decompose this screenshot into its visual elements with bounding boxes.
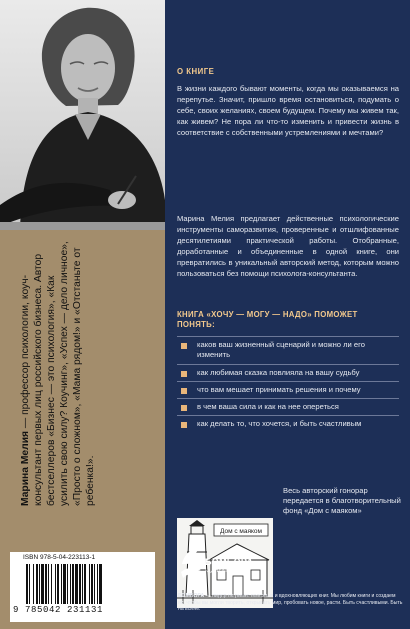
helps-list (177, 336, 399, 433)
barcode-bar (79, 564, 81, 604)
barcode-bar (39, 564, 40, 604)
helps-heading: КНИГА «ХОЧУ — МОГУ — НАДО» ПОМОЖЕТ ПОНЯТЬ: (177, 310, 358, 329)
about-heading: О КНИГЕ (177, 67, 215, 76)
barcode-bar (75, 564, 78, 604)
list-item-text: как делать то, что хочется, и быть счастливым (197, 419, 362, 429)
list-item (177, 381, 399, 398)
barcode-bar (36, 564, 38, 604)
author-bio (20, 236, 150, 506)
list-item-text: в чем ваша сила и как на нее опереться (197, 402, 339, 412)
barcode-bar (63, 564, 66, 604)
isbn-digits: 9 785042 231131 (13, 605, 104, 615)
bullet-square-icon (181, 371, 187, 377)
publisher-logo (179, 542, 259, 582)
about-paragraph-1: В жизни каждого бывают моменты, когда мы оказываемся на перепутье. Значит, пришло время остановиться, подумать о себе, своих желаниях, своем будущем. Почему мы живем так, как живем? Не пора ли что-то изменить и привести жизнь в соответствие с собственными устремлениями и мечтами? (177, 84, 399, 137)
publisher-logo-subtitle: ИЗДАТЕЛЬСТВО (205, 568, 239, 573)
publisher-logo-name: БОМБОРА (205, 557, 254, 567)
author-name: Марина Мелия (20, 430, 31, 506)
barcode-bar (61, 564, 62, 604)
publisher-brand: БОМБОРА (178, 593, 205, 599)
list-item (177, 336, 399, 364)
author-photo (0, 0, 165, 230)
author-portrait-image (0, 0, 165, 230)
barcode-bar (26, 564, 28, 604)
charity-note: Весь авторский гонорар передается в благотворительный фонд «Дом с маяком» (283, 486, 401, 516)
barcode-bar (67, 564, 68, 604)
barcode-bar (45, 564, 47, 604)
author-bio-text: — профессор психологии, коуч-консультант первых лиц российского бизнеса. Автор бестселлеров «Бизнес — это психология», «Как усилить свою силу? Коучинг», «Успех — дело личное», «Просто о сложном», «Мама рядом!» и «Отстаньте от ребенка!». (20, 241, 96, 506)
barcode-bar (84, 564, 86, 604)
barcode-bar (91, 564, 93, 604)
barcode-bar (99, 564, 102, 604)
list-item-text: каков ваш жизненный сценарий и можно ли его изменить (197, 340, 365, 360)
barcode-bar (51, 564, 52, 604)
barcode-bar (33, 564, 34, 604)
bullet-square-icon (181, 405, 187, 411)
barcode-bar (97, 564, 98, 604)
bombora-wave-icon (179, 542, 203, 582)
illustration-sign: Дом с маяком (219, 528, 263, 535)
back-cover-left-panel (0, 0, 165, 629)
isbn-block (10, 552, 155, 622)
list-item (177, 398, 399, 415)
barcode-bar (55, 564, 56, 604)
bullet-square-icon (181, 422, 187, 428)
barcode (26, 564, 138, 604)
publisher-note (178, 593, 403, 613)
publisher-text: — лидер на рынке полезных и вдохновляющих книг. Мы любим книги и создаем их, чтобы вы могли творить, открывать мир, пробовать новое, расти. Быть счастливыми. Быть на волне. (178, 593, 403, 613)
back-cover-right-panel (165, 0, 410, 629)
barcode-bar (94, 564, 95, 604)
barcode-bar (89, 564, 90, 604)
barcode-bar (48, 564, 49, 604)
barcode-bar (57, 564, 59, 604)
barcode-bar (29, 564, 30, 604)
about-paragraph-2: Марина Мелия предлагает действенные психологические инструменты саморазвития, проверенные и отшлифованные десятилетиями практической работы. Отобранные, доработанные и объединенные в одной книге, они превратились в уникальный авторский метод, которым можно пользоваться без помощи психолога-консультанта. (177, 214, 399, 278)
list-item-text: как любимая сказка повлияла на вашу судьбу (197, 367, 360, 377)
barcode-bar (72, 564, 74, 604)
bullet-square-icon (181, 343, 187, 349)
bullet-square-icon (181, 388, 187, 394)
barcode-bar (70, 564, 71, 604)
list-item (177, 364, 399, 381)
barcode-bar (82, 564, 83, 604)
isbn-label: ISBN 978-5-04-223113-1 (23, 554, 96, 561)
list-item-text: что вам мешает принимать решения и почему (197, 384, 361, 394)
list-item (177, 415, 399, 432)
barcode-bar (41, 564, 44, 604)
